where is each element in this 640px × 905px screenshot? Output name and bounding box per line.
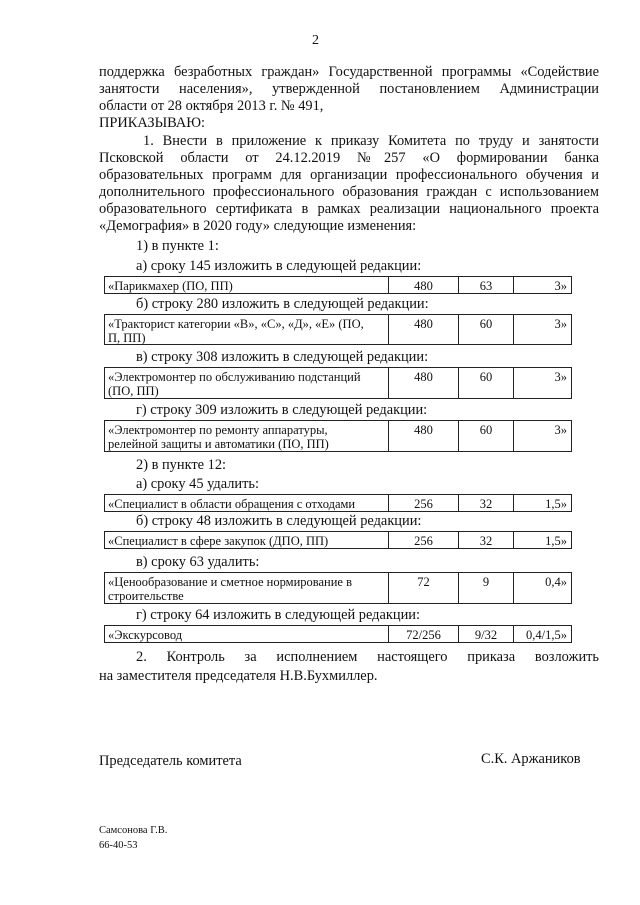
program-name-cell: «Специалист в области обращения с отходами [108, 497, 356, 511]
program-name-cell: «Электромонтер по ремонту аппаратуры, релейной защиты и автоматики (ПО, ПП) [108, 423, 329, 451]
hours-cell: 480 [388, 277, 458, 293]
item1-line-1: 1. Внести в приложение к приказу Комитета по труду и занятости [143, 133, 599, 149]
students-cell: 32 [458, 495, 513, 511]
item2-line-2: на заместителя председателя Н.В.Бухмиллер. [99, 668, 378, 684]
cost-cell: 0,4/1,5» [513, 626, 571, 642]
students-cell: 60 [458, 368, 513, 398]
instruction-row-45: а) сроку 45 удалить: [136, 476, 259, 492]
cost-cell: 1,5» [513, 532, 571, 548]
students-cell: 9/32 [458, 626, 513, 642]
item1-line-3: образовательных программ для организации профессионального обучения и [99, 167, 599, 183]
table-row [104, 625, 572, 643]
item1-line-2: Псковской области от 24.12.2019 №257 «О формировании банка [99, 150, 599, 166]
cost-cell: 3» [513, 421, 571, 451]
point-2-heading: 2) в пункте 12: [136, 457, 227, 473]
cost-cell: 0,4» [513, 573, 571, 603]
instruction-row-48: б) строку 48 изложить в следующей редакции: [136, 513, 422, 529]
executor-phone: 66-40-53 [99, 840, 138, 851]
table-row [104, 531, 572, 549]
program-name-cell: «Экскурсовод [108, 628, 183, 642]
item1-line-4: дополнительного профессионального образования граждан с использованием [99, 184, 599, 200]
signatory-name: С.К. Аржаников [481, 751, 581, 767]
instruction-row-308: в) строку 308 изложить в следующей редакции: [136, 349, 429, 365]
hours-cell: 72/256 [388, 626, 458, 642]
table-row [104, 572, 572, 604]
instruction-row-145: а) сроку 145 изложить в следующей редакции: [136, 258, 422, 274]
cost-cell: 3» [513, 315, 571, 344]
hours-cell: 480 [388, 315, 458, 344]
item2-line-1: 2. Контроль за исполнением настоящего приказа возложить [136, 649, 599, 665]
program-name-cell: «Тракторист категории «В», «С», «Д», «Е» (ПО, П, ПП) [108, 317, 364, 345]
cost-cell: 1,5» [513, 495, 571, 511]
table-row [104, 276, 572, 294]
instruction-row-63: в) сроку 63 удалить: [136, 554, 260, 570]
hours-cell: 480 [388, 368, 458, 398]
students-cell: 32 [458, 532, 513, 548]
hours-cell: 256 [388, 532, 458, 548]
order-word: ПРИКАЗЫВАЮ: [99, 115, 206, 131]
program-name-cell: «Электромонтер по обслуживанию подстанций (ПО, ПП) [108, 370, 361, 398]
cost-cell: 3» [513, 277, 571, 293]
hours-cell: 256 [388, 495, 458, 511]
students-cell: 60 [458, 315, 513, 344]
item1-line-6: «Демография» в 2020 году» следующие изменения: [99, 218, 417, 234]
program-name-cell: «Специалист в сфере закупок (ДПО, ПП) [108, 534, 329, 548]
table-row [104, 314, 572, 345]
hours-cell: 480 [388, 421, 458, 451]
students-cell: 9 [458, 573, 513, 603]
program-name-cell: «Ценообразование и сметное нормирование в строительстве [108, 575, 353, 603]
cost-cell: 3» [513, 368, 571, 398]
item1-line-5: образовательного сертификата в рамках реализации национального проекта [99, 201, 599, 217]
table-row [104, 420, 572, 452]
instruction-row-64: г) строку 64 изложить в следующей редакции: [136, 607, 420, 623]
program-name-cell: «Парикмахер (ПО, ПП) [108, 279, 233, 293]
students-cell: 63 [458, 277, 513, 293]
executor-name: Самсонова Г.В. [99, 825, 168, 836]
intro-line-3: области от 28 октября 2013 г. № 491, [99, 98, 324, 114]
point-1-heading: 1) в пункте 1: [136, 238, 219, 254]
signatory-position: Председатель комитета [99, 753, 242, 769]
page-number: 2 [312, 33, 319, 48]
instruction-row-309: г) строку 309 изложить в следующей редакции: [136, 402, 428, 418]
table-row [104, 494, 572, 512]
students-cell: 60 [458, 421, 513, 451]
hours-cell: 72 [388, 573, 458, 603]
intro-line-2: занятости населения», утвержденной постановлением Администрации [99, 81, 599, 97]
table-row [104, 367, 572, 399]
intro-line-1: поддержка безработных граждан» Государственной программы «Содействие [99, 64, 599, 80]
instruction-row-280: б) строку 280 изложить в следующей редакции: [136, 296, 429, 312]
